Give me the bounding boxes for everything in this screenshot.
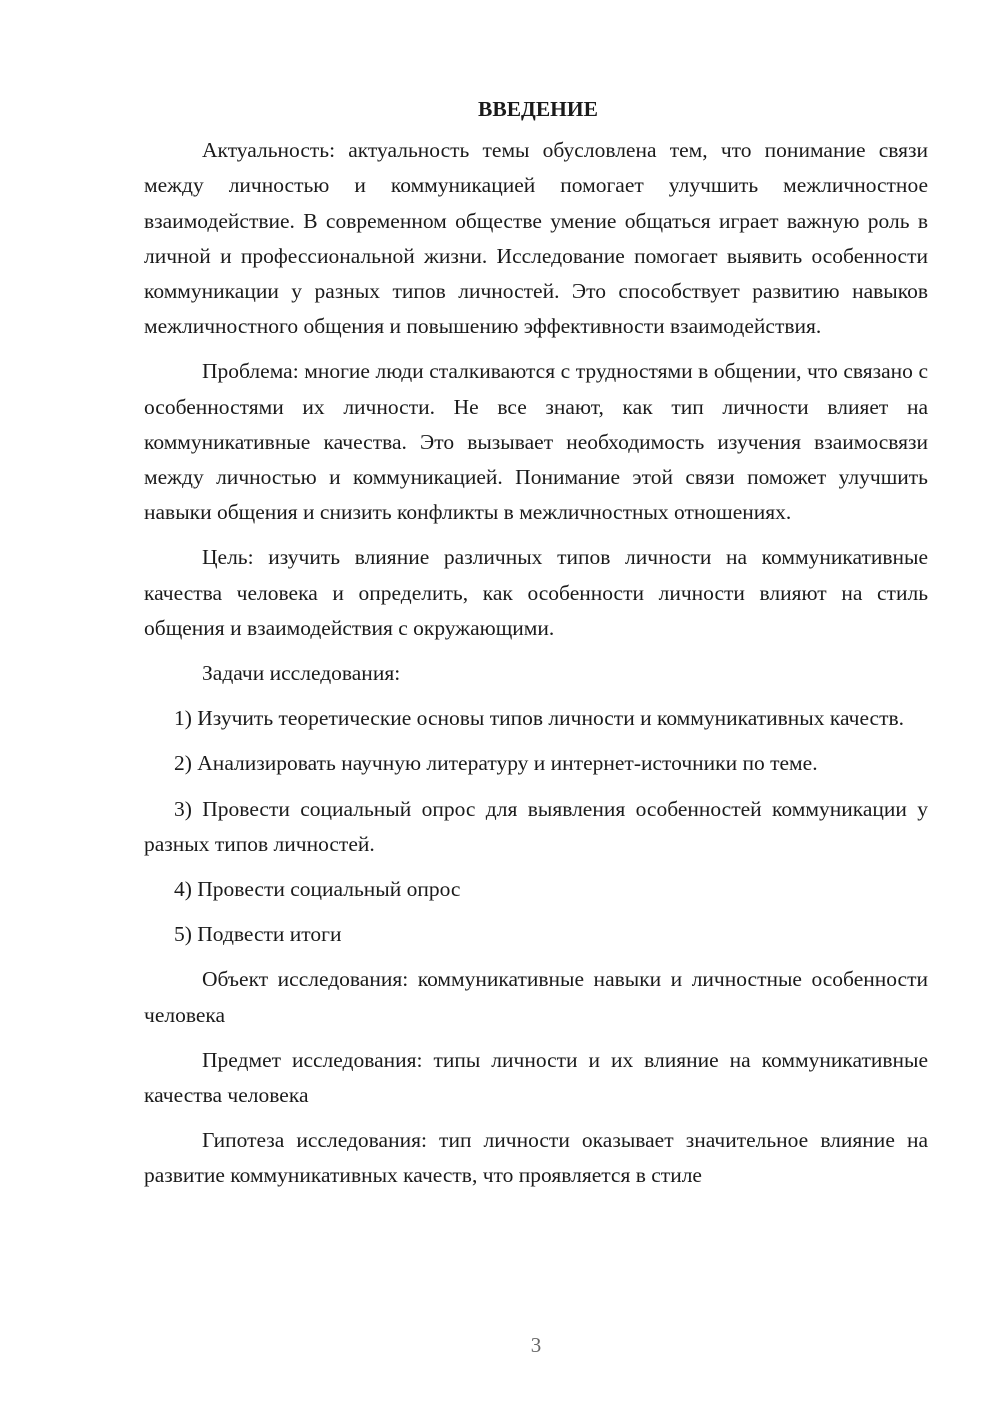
paragraph-object: Объект исследования: коммуникативные навыки и личностные особенности человека [144, 967, 928, 1027]
section-title: ВВЕДЕНИЕ [478, 97, 598, 121]
task-item-2: 2) Анализировать научную литературу и интернет-источники по теме. [174, 751, 818, 776]
paragraph-hypothesis: Гипотеза исследования: тип личности оказывает значительное влияние на развитие коммуникативных качеств, что проявляется в стиле [144, 1128, 928, 1188]
task-item-3: 3) Провести социальный опрос для выявления особенностей коммуникации у разных типов личностей. [144, 796, 928, 856]
task-item-4: 4) Провести социальный опрос [174, 877, 461, 902]
paragraph-subject: Предмет исследования: типы личности и их влияние на коммуникативные качества человека [144, 1047, 928, 1108]
paragraph-problem: Проблема: многие люди сталкиваются с трудностями в общении, что связано с особенностями их личности. Не все знают, как тип личности влияет на коммуникативные качества. Это вызывает необходимость изучения взаимосвязи между личностью и коммуникацией. Понимание этой связи поможет улучшить навыки общения и снизить конфликты в межличностных отношениях. [144, 359, 928, 525]
paragraph-relevance: Актуальность: актуальность темы обусловлена тем, что понимание связи между личностью и коммуникацией помогает улучшить межличностное взаимодействие. В современном обществе умение общаться играет важную роль в личной и профессиональной жизни. Исследование помогает выявить особенности коммуникации у разных типов личностей. Это способствует развитию навыков межличностного общения и повышению эффективности взаимодействия. [144, 138, 928, 339]
tasks-heading: Задачи исследования: [202, 661, 401, 686]
paragraph-goal: Цель: изучить влияние различных типов личности на коммуникативные качества человека и определить, как особенности личности влияют на стиль общения и взаимодействия с окружающими. [144, 545, 928, 640]
task-item-5: 5) Подвести итоги [174, 922, 342, 947]
page-number: 3 [530, 1333, 542, 1357]
task-item-1: 1) Изучить теоретические основы типов личности и коммуникативных качеств. [174, 706, 905, 731]
page-content [144, 92, 928, 1204]
